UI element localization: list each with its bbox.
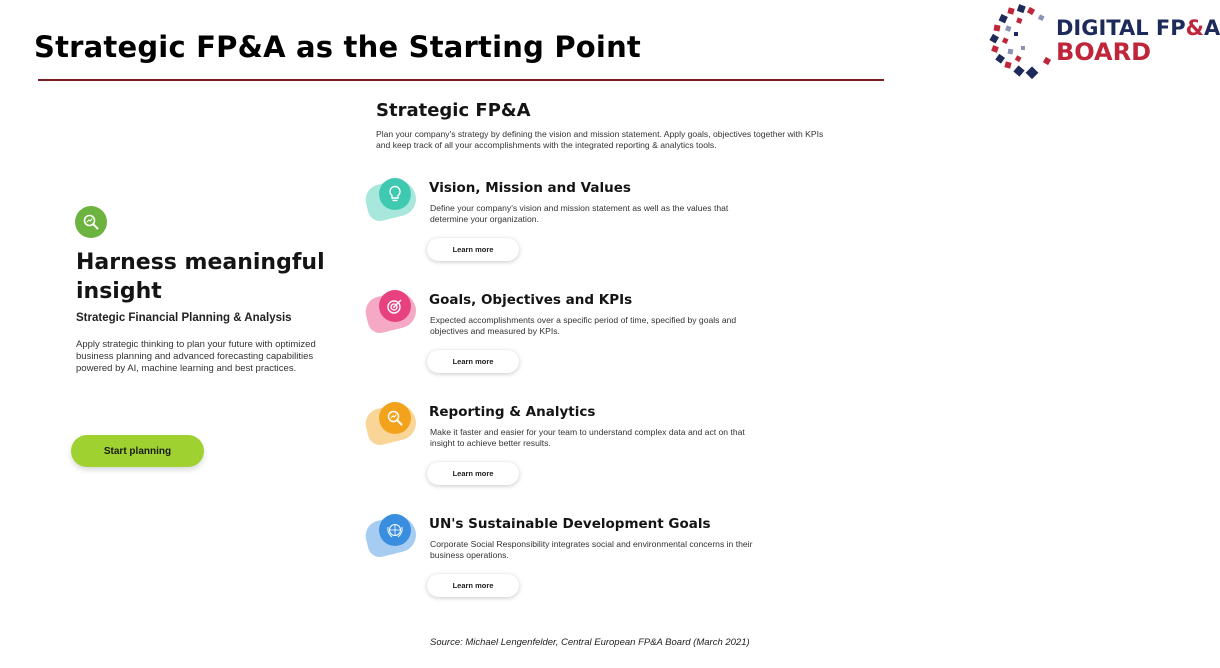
feature-title: UN's Sustainable Development Goals — [429, 516, 711, 532]
feature-description: Corporate Social Responsibility integrates social and environmental concerns in their business operations. — [430, 539, 753, 560]
feature-un-sdg — [362, 512, 782, 622]
learn-more-button[interactable]: Learn more — [427, 574, 519, 597]
panel-description: Plan your company's strategy by defining the vision and mission statement. Apply goals, objectives together with KPIs and keep track of all your accomplishments with the integrated reporting & analytics tools. — [376, 129, 824, 150]
source-citation: Source: Michael Lengenfelder, Central European FP&A Board (March 2021) — [430, 637, 750, 648]
feature-description: Expected accomplishments over a specific period of time, specified by goals and objectives and measured by KPIs. — [430, 315, 737, 336]
feature-vision-mission-values — [362, 176, 782, 286]
un-emblem-icon — [379, 514, 411, 546]
feature-title: Reporting & Analytics — [429, 404, 596, 420]
hero-heading: Harness meaningful insight — [76, 250, 325, 304]
slide-title: Strategic FP&A as the Starting Point — [34, 30, 641, 64]
digital-fpa-board-logo — [988, 2, 1220, 80]
target-icon — [379, 290, 411, 322]
panel-title: Strategic FP&A — [376, 100, 531, 121]
magnifier-chart-icon — [379, 402, 411, 434]
learn-more-button[interactable]: Learn more — [427, 350, 519, 373]
feature-reporting-analytics — [362, 400, 782, 510]
hero-subheading: Strategic Financial Planning & Analysis — [76, 312, 292, 324]
feature-goals-objectives-kpis — [362, 288, 782, 398]
logo-text-top: DIGITAL FP&A — [1056, 16, 1220, 40]
feature-title: Vision, Mission and Values — [429, 180, 631, 196]
title-divider — [38, 79, 884, 81]
learn-more-button[interactable]: Learn more — [427, 462, 519, 485]
magnifier-chart-icon — [75, 206, 107, 238]
logo-mark-icon — [988, 2, 1058, 80]
hero-description: Apply strategic thinking to plan your future with optimized business planning and advanced forecasting capabilities powered by AI, machine learning and best practices. — [76, 339, 316, 374]
feature-description: Make it faster and easier for your team to understand complex data and act on that insight to achieve better results. — [430, 427, 745, 448]
start-planning-button[interactable]: Start planning — [71, 435, 204, 467]
learn-more-button[interactable]: Learn more — [427, 238, 519, 261]
logo-text-bottom: BOARD — [1056, 38, 1152, 66]
feature-title: Goals, Objectives and KPIs — [429, 292, 633, 308]
lightbulb-icon — [379, 178, 411, 210]
feature-description: Define your company's vision and mission statement as well as the values that determine your organization. — [430, 203, 729, 224]
